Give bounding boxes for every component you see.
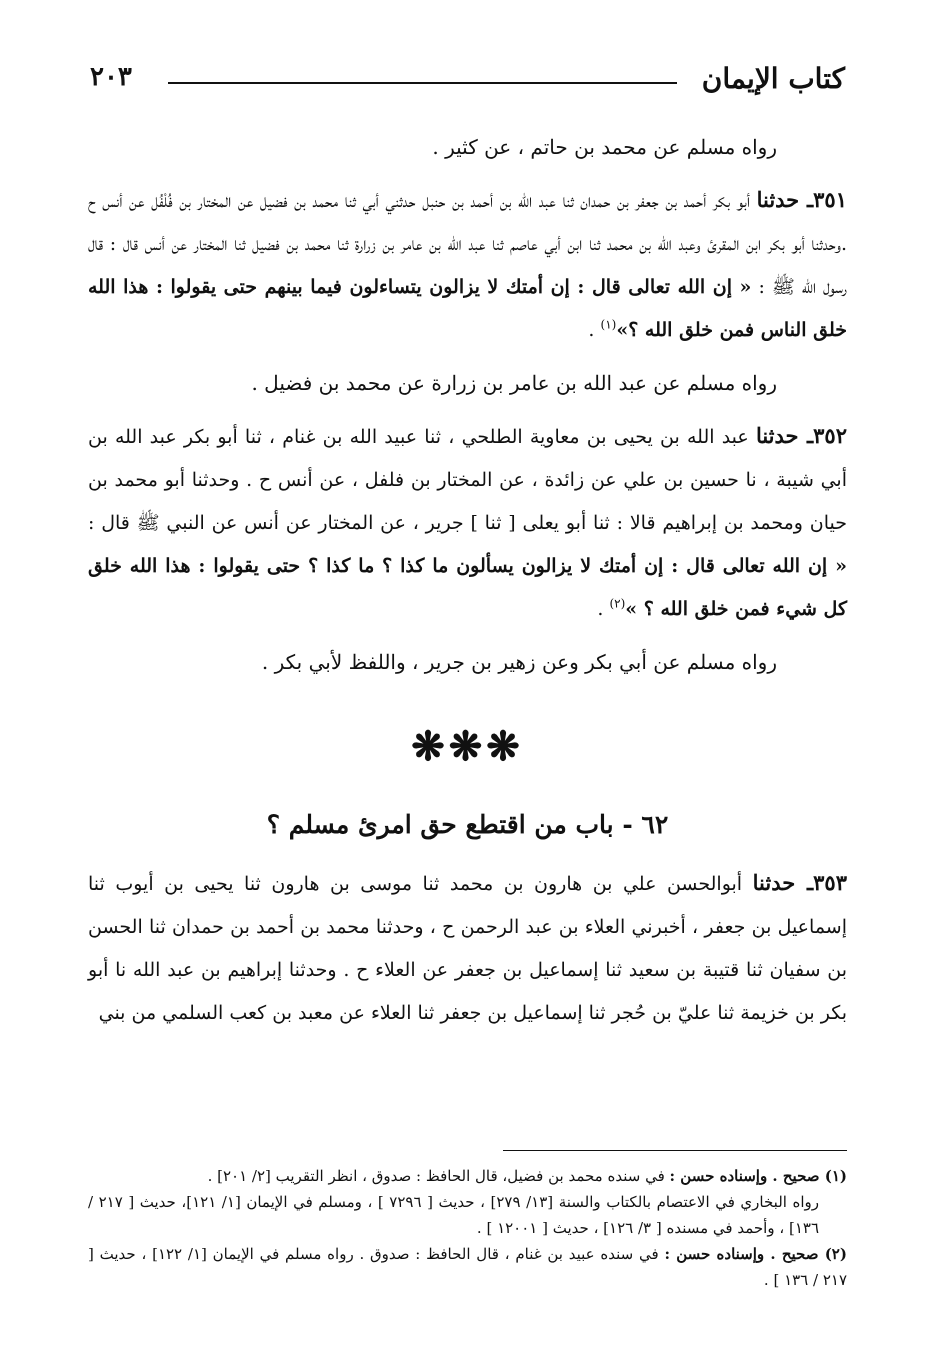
hadith-number: ٣٥٣ـ حدثنا [752,870,847,895]
hadith-number: ٣٥٢ـ حدثنا [755,423,847,448]
hadith-353 [88,861,847,1035]
period: . [588,319,601,341]
footnote-label: (١) صحيح . وإسناده حسن : [669,1167,847,1185]
footnote-rule [503,1150,847,1151]
footnote-label: (٢) صحيح . وإسناده حسن : [664,1245,847,1263]
hadith-351 [88,178,847,352]
narration-note: رواه مسلم عن عبد الله بن عامر بن زرارة عن محمد بن فضيل . [251,371,777,395]
hadith-isnad: أبو بكر أحمد بن جعفر بن حمدان ثنا عبد الله بن أحمد بن حنبل حدثني أبي ثنا محمد بن فضيل عن المختار بن فُلْفُل عن أنس ح .وحدثنا أبو بكر ابن المقرئ وعبد الله بن محمد ثنا ابن أبي عاصم ثنا عبد الله بن عامر بن زرارة ثنا محمد بن فضيل ثنا المختار عن أنس قال : قال رسول الله ﷺ : [88,190,847,298]
page-number: ٢٠٣ [90,62,132,92]
hadith-number: ٣٥١ـ حدثنا [756,187,847,212]
hadith-isnad: عبد الله بن يحيى بن معاوية الطلحي ، ثنا عبيد الله بن غنام ، ثنا أبو بكر عبد الله بن أبي شيبة ، نا حسين بن علي عن زائدة ، عن المختار بن فلفل ، عن أنس ح . وحدثنا أبو محمد بن حيان ومحمد بن إبراهيم قالا : ثنا أبو يعلى [ ثنا ] جرير ، عن المختار عن أنس عن النبي ﷺ قال : [88,426,847,534]
footnotes [88,1163,847,1293]
header-rule [168,82,677,84]
book-title: كتاب الإيمان [701,62,845,95]
hadith-352 [88,414,847,631]
footnote-2 [88,1241,847,1293]
main-text [88,128,847,1047]
hadith-isnad: أبوالحسن علي بن هارون بن محمد ثنا موسى بن هارون ثنا يحيى بن أيوب ثنا إسماعيل بن جعفر ، أخبرني العلاء بن عبد الرحمن ح ، وحدثنا محمد بن أحمد بن حمدان ثنا الحسن بن سفيان ثنا قتيبة بن سعيد ثنا إسماعيل بن جعفر عن العلاء ح . وحدثنا إبراهيم بن عبد الله نا أبو بكر بن خزيمة ثنا عليّ بن حُجر ثنا إسماعيل بن جعفر ثنا العلاء عن معبد بن كعب السلمي من بني [88,873,847,1024]
footnote-text: في سنده عبيد بن غنام ، قال الحافظ : صدوق . رواه مسلم في الإيمان [١/ ١٢٢] ، حديث [ ٢١٧ / ١٣٦ ] . [88,1245,847,1289]
hadith-matn: « إن الله تعالى قال : إن أمتك لا يزالون يسألون ما كذا ؟ ما كذا ؟ حتى يقولوا : هذا الله خلق كل شيء فمن خلق الله ؟ » [88,555,847,620]
period: . [597,598,610,620]
section-separator: ❋❋❋ [411,723,524,770]
narration-note: رواه مسلم عن محمد بن حاتم ، عن كثير . [432,135,777,159]
footnote-1 [88,1163,847,1189]
hadith-matn: « إن الله تعالى قال : إن أمتك لا يزالون يتساءلون فيما بينهم حتى يقولوا : هذا الله خلق الناس فمن خلق الله ؟» [88,276,847,341]
narration-note: رواه مسلم عن أبي بكر وعن زهير بن جرير ، واللفظ لأبي بكر . [261,650,777,674]
chapter-heading: ٦٢ - باب من اقتطع حق امرئ مسلم ؟ [266,810,669,839]
footnote-ref: (١) [600,317,617,332]
footnote-text: في سنده محمد بن فضيل، قال الحافظ : صدوق ، انظر التقريب [٢/ ٢٠١] . [207,1167,665,1185]
running-header [90,62,845,102]
footnote-1-continued: رواه البخاري في الاعتصام بالكتاب والسنة [١٣/ ٢٧٩] ، حديث [ ٧٢٩٦ ] ، ومسلم في الإيمان [١/ ١٢١]، حديث [ ٢١٧ / ١٣٦] ، وأحمد في مسنده [ ٣/ ١٢٦] ، حديث [ ١٢٠٠١ ] . [88,1193,820,1237]
footnote-ref: (٢) [609,596,626,611]
